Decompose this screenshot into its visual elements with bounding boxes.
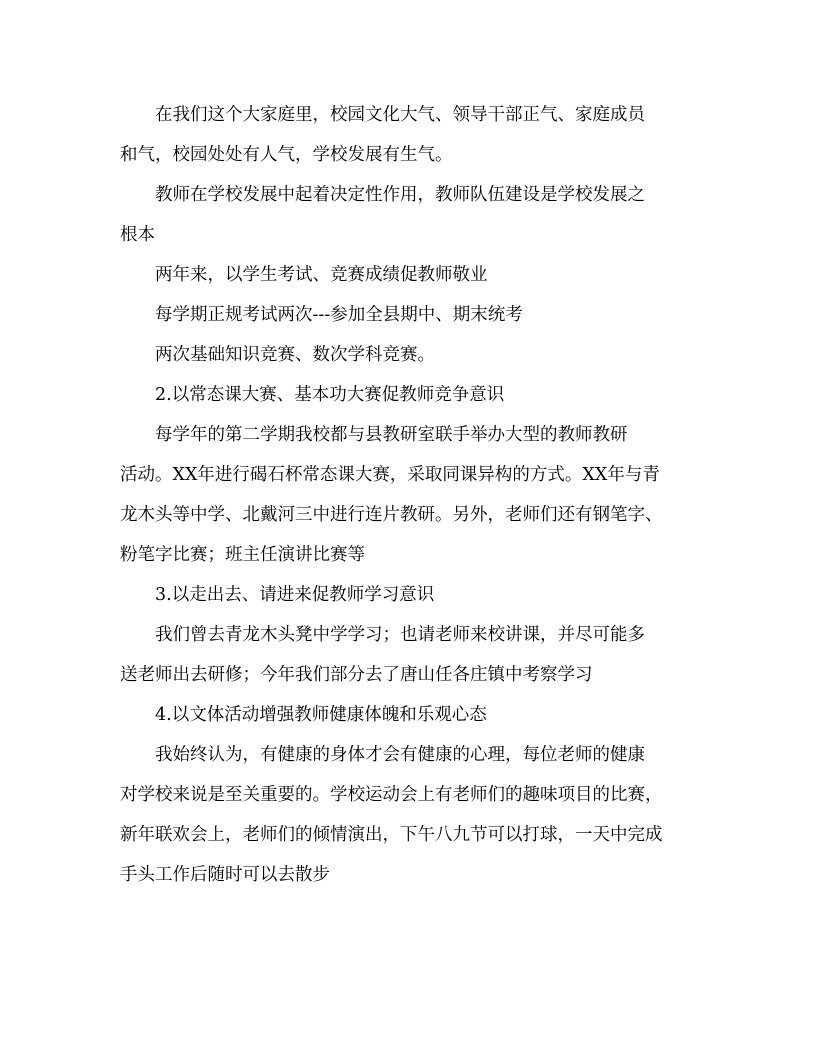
text-line: 和气，校园处处有人气，学校发展有生气。 [120, 145, 453, 165]
document-body [120, 95, 698, 895]
heading-item-2 [120, 375, 698, 415]
text-line: 活动。XX年进行碣石杯常态课大赛，采取同课异构的方式。XX年与青 [120, 465, 660, 485]
paragraph-teacher-role [120, 175, 698, 255]
paragraph-regular-exams [120, 295, 698, 335]
paragraph-exam-results [120, 255, 698, 295]
text-line: 送老师出去研修；今年我们部分去了唐山任各庄镇中考察学习 [120, 665, 593, 685]
paragraph-health-activities [120, 735, 698, 895]
paragraph-competitions [120, 335, 698, 375]
paragraph-school-culture [120, 95, 698, 175]
text-line: 每学期正规考试两次---参加全县期中、期末统考 [155, 305, 523, 325]
text-line: 4.以文体活动增强教师健康体魄和乐观心态 [155, 705, 487, 725]
text-line: 手头工作后随时可以去散步 [120, 865, 330, 885]
heading-item-3 [120, 575, 698, 615]
paragraph-study-visits [120, 615, 698, 695]
text-line: 我们曾去青龙木头凳中学学习；也请老师来校讲课，并尽可能多 [155, 625, 645, 645]
text-line: 3.以走出去、请进来促教师学习意识 [155, 585, 435, 605]
text-line: 根本 [120, 225, 155, 245]
text-line: 我始终认为，有健康的身体才会有健康的心理，每位老师的健康 [155, 745, 645, 765]
paragraph-teaching-research [120, 415, 698, 575]
text-line: 两年来，以学生考试、竞赛成绩促教师敬业 [155, 265, 488, 285]
text-line: 教师在学校发展中起着决定性作用，教师队伍建设是学校发展之 [155, 185, 645, 205]
text-line: 两次基础知识竞赛、数次学科竞赛。 [155, 345, 435, 365]
text-line: 每学年的第二学期我校都与县教研室联手举办大型的教师教研 [155, 425, 628, 445]
text-line: 对学校来说是至关重要的。学校运动会上有老师们的趣味项目的比赛， [120, 785, 663, 805]
text-line: 在我们这个大家庭里，校园文化大气、领导干部正气、家庭成员 [155, 105, 645, 125]
text-line: 龙木头等中学、北戴河三中进行连片教研。另外，老师们还有钢笔字、 [120, 505, 663, 525]
text-line: 新年联欢会上，老师们的倾情演出，下午八九节可以打球，一天中完成 [120, 825, 663, 845]
text-line: 粉笔字比赛；班主任演讲比赛等 [120, 545, 365, 565]
heading-item-4 [120, 695, 698, 735]
text-line: 2.以常态课大赛、基本功大赛促教师竞争意识 [155, 385, 505, 405]
